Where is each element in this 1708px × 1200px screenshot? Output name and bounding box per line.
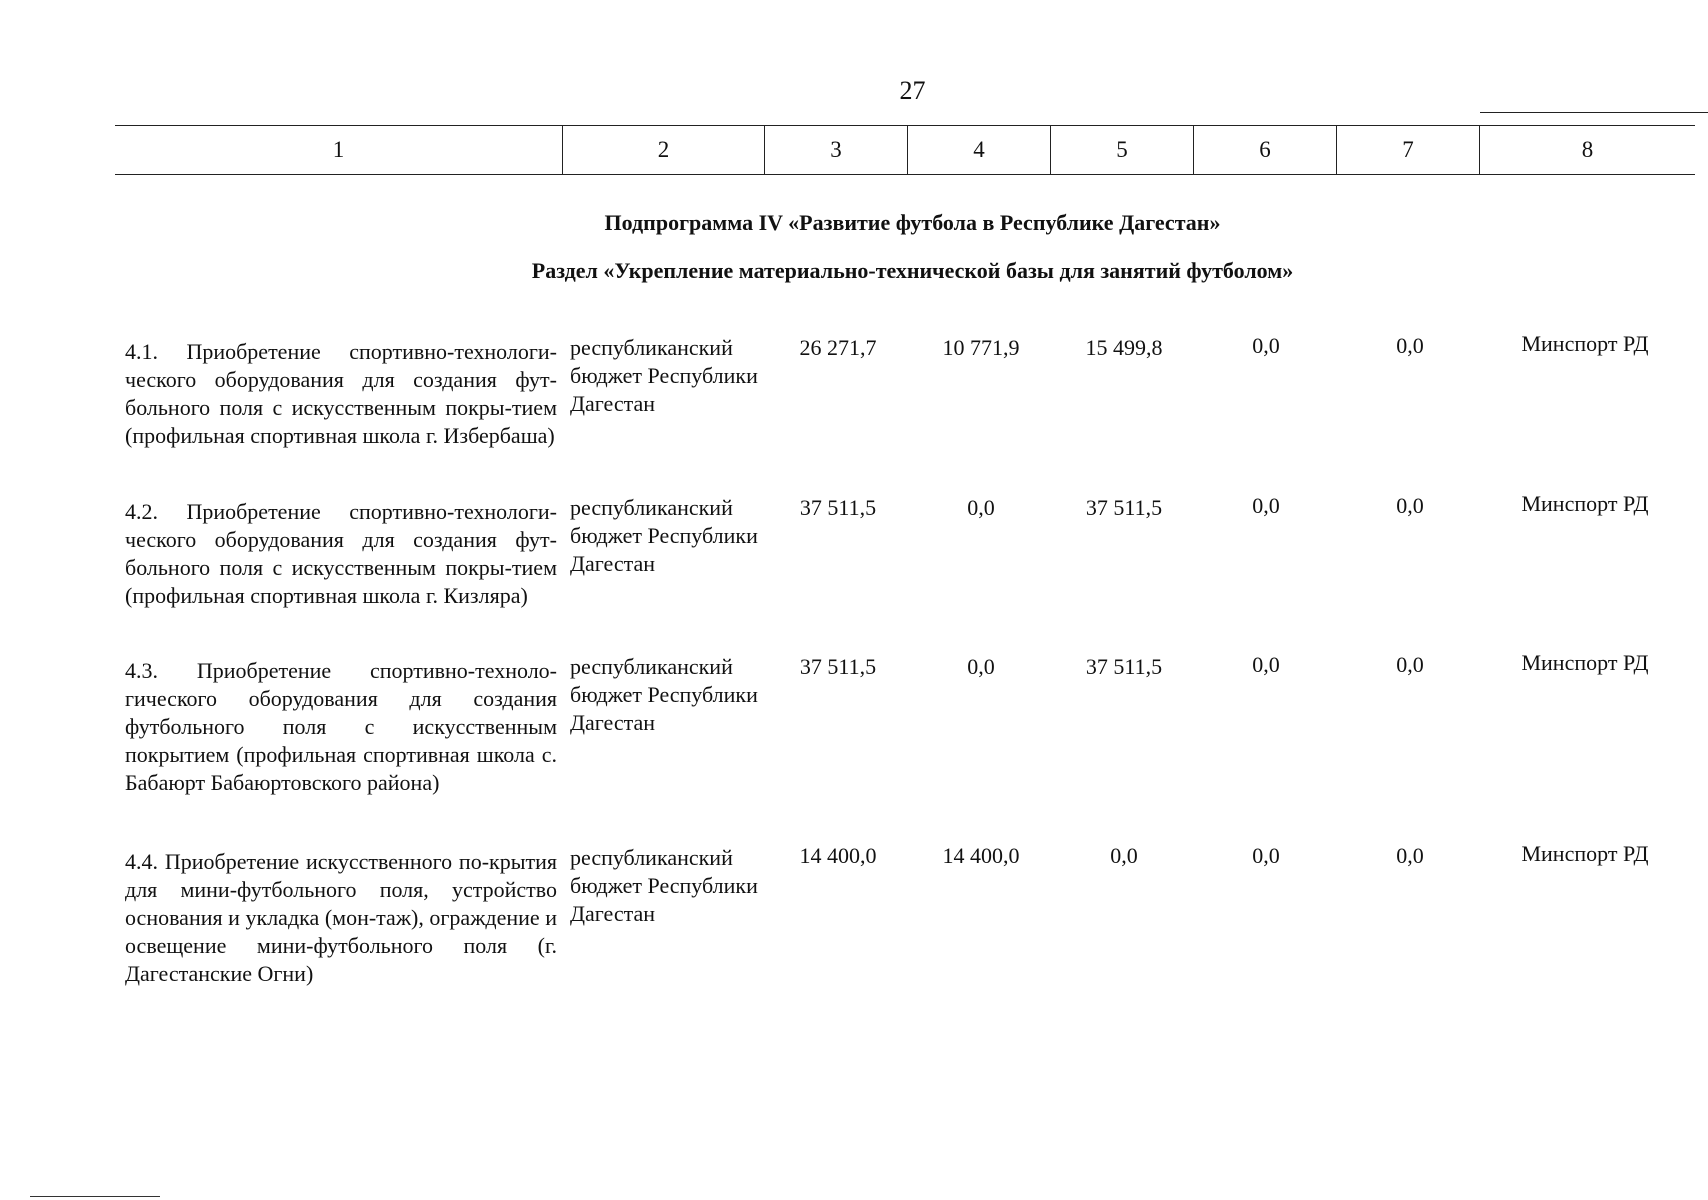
footnote-rule bbox=[30, 1196, 160, 1197]
row-total: 37 511,5 bbox=[799, 495, 877, 520]
header-col-8: 8 bbox=[1581, 137, 1594, 162]
header-col-2: 2 bbox=[563, 126, 765, 174]
row-year-2: 37 511,5 bbox=[1085, 495, 1163, 520]
subprogram-title: Подпрограмма IV «Развитие футбола в Республике Дагестан» bbox=[604, 210, 1221, 235]
row-total: 14 400,0 bbox=[799, 843, 877, 868]
row-funding-source: республиканский бюджет Республики Дагестан bbox=[570, 335, 758, 416]
row-year-3: 0,0 bbox=[1252, 333, 1280, 358]
row-year-4: 0,0 bbox=[1396, 333, 1424, 358]
row-funding-source: республиканский бюджет Республики Дагестан bbox=[570, 845, 758, 926]
row-year-3: 0,0 bbox=[1252, 652, 1280, 677]
row-responsible: Минспорт РД bbox=[1521, 650, 1649, 675]
row-year-4: 0,0 bbox=[1396, 493, 1424, 518]
row-description: 4.2. Приобретение спортивно-технологи-ческого оборудования для создания фут-больного поля с искусственным покры-тием (профильная спортивная школа г. Кизляра) bbox=[125, 499, 557, 608]
row-year-1: 0,0 bbox=[967, 654, 995, 679]
row-year-2: 15 499,8 bbox=[1085, 335, 1163, 360]
header-col-6: 6 bbox=[1194, 126, 1337, 174]
row-responsible: Минспорт РД bbox=[1521, 491, 1649, 516]
row-funding-source: республиканский бюджет Республики Дагестан bbox=[570, 495, 758, 576]
row-responsible: Минспорт РД bbox=[1521, 331, 1649, 356]
row-year-3: 0,0 bbox=[1252, 493, 1280, 518]
row-year-3: 0,0 bbox=[1252, 843, 1280, 868]
row-description: 4.1. Приобретение спортивно-технологи-ческого оборудования для создания фут-больного поля с искусственным покры-тием (профильная спортивная школа г. Избербаша) bbox=[125, 339, 557, 448]
section-title: Раздел «Укрепление материально-технической базы для занятий футболом» bbox=[531, 258, 1294, 283]
row-total: 26 271,7 bbox=[799, 335, 877, 360]
header-col-1: 1 bbox=[115, 126, 563, 174]
row-year-2: 0,0 bbox=[1110, 843, 1138, 868]
column-number-header bbox=[115, 125, 1695, 175]
header-col-4: 4 bbox=[908, 126, 1051, 174]
row-year-4: 0,0 bbox=[1396, 843, 1424, 868]
row-year-2: 37 511,5 bbox=[1085, 654, 1163, 679]
row-year-4: 0,0 bbox=[1396, 652, 1424, 677]
page-number: 27 bbox=[899, 76, 926, 105]
header-col-3: 3 bbox=[765, 126, 908, 174]
row-funding-source: республиканский бюджет Республики Дагестан bbox=[570, 654, 758, 735]
header-col-7: 7 bbox=[1337, 126, 1480, 174]
row-description: 4.3. Приобретение спортивно-техноло-гического оборудования для создания футбольного поля с искусственным покрытием (профильная спортивная школа с. Бабаюрт Бабаюртовского района) bbox=[125, 658, 557, 795]
row-year-1: 14 400,0 bbox=[942, 843, 1020, 868]
row-total: 37 511,5 bbox=[799, 654, 877, 679]
header-col-5: 5 bbox=[1051, 126, 1194, 174]
top-rule bbox=[1480, 112, 1708, 113]
row-year-1: 10 771,9 bbox=[942, 335, 1020, 360]
row-responsible: Минспорт РД bbox=[1521, 841, 1649, 866]
row-description: 4.4. Приобретение искусственного по-крытия для мини-футбольного поля, устройство основания и укладка (мон-таж), ограждение и освещение мини-футбольного поля (г. Дагестанские Огни) bbox=[125, 849, 557, 986]
row-year-1: 0,0 bbox=[967, 495, 995, 520]
